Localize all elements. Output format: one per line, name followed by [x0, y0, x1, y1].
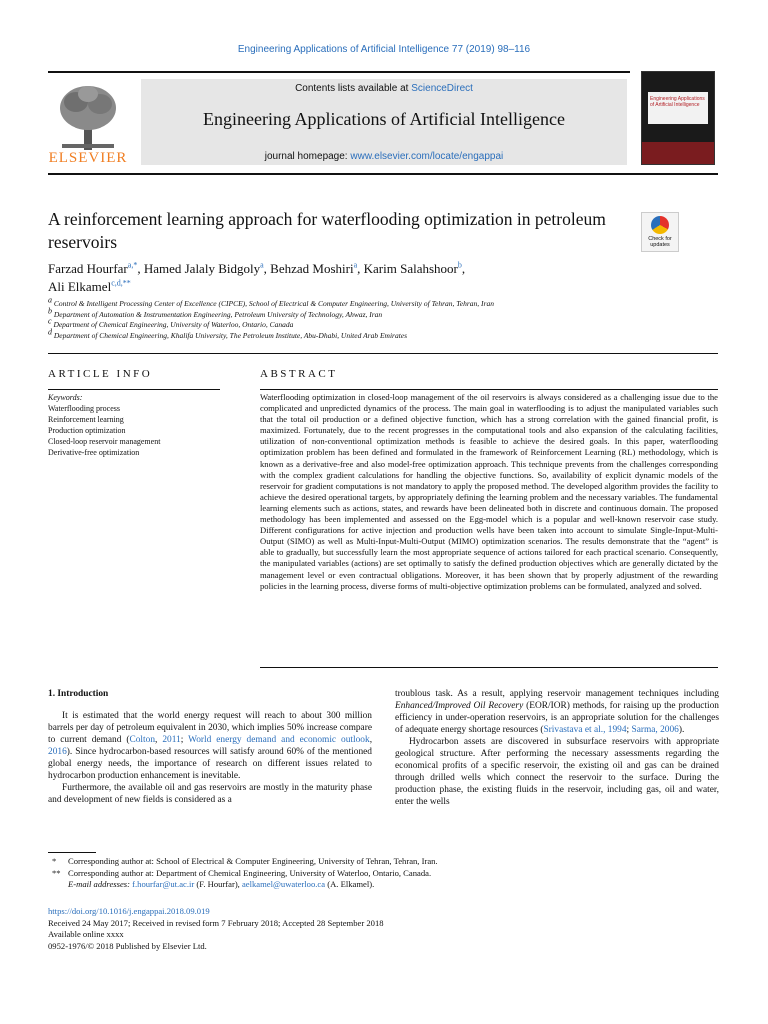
article-info-rule: [48, 389, 220, 390]
affiliation-text: Department of Automation & Instrumentation Engineering, Petroleum University of Technology, Ahwaz, Iran: [53, 309, 383, 319]
affiliation: [48, 316, 648, 331]
article-info-heading: ARTICLE INFO: [48, 368, 153, 380]
paragraph-text: ).: [678, 725, 685, 735]
sciencedirect-link[interactable]: ScienceDirect: [411, 83, 473, 94]
email-label: E-mail addresses:: [68, 879, 130, 889]
citation-link[interactable]: 2016: [48, 747, 67, 757]
footnote-text: Corresponding author at: Department of Chemical Engineering, University of Waterloo, Ontario, Canada.: [68, 867, 432, 878]
intro-paragraph: [48, 710, 372, 782]
publisher-wordmark: ELSEVIER: [48, 150, 128, 166]
affiliation-mark: d: [48, 327, 52, 336]
abstract-rule: [260, 389, 718, 390]
citation-link[interactable]: Srivastava et al., 1994: [543, 725, 627, 735]
author-list: Farzad Hourfar$^{a,*}$, Hamed Jalaly Bidgoly$^a$, Behzad Moshiri$^a$, Karim Salahshoor$^b$, Ali Elkamel$^{c,d,**}$: [48, 260, 466, 294]
citation-link[interactable]: Colton: [129, 735, 156, 745]
doi-link[interactable]: https://doi.org/10.1016/j.engappai.2018.09.019: [48, 906, 210, 916]
author-affil-mark[interactable]: a: [353, 260, 358, 270]
affiliation-mark: c: [48, 316, 52, 326]
cover-title: Engineering Applications of Artificial Intelligence: [650, 96, 705, 108]
emphasis-text: Enhanced/Improved Oil Recovery: [395, 701, 524, 711]
author-affil-mark[interactable]: c,d,**: [111, 278, 131, 288]
keywords-label: Keywords:: [48, 393, 83, 402]
author-name[interactable]: Behzad Moshiri: [270, 261, 354, 276]
abstract-bottom-rule: [260, 667, 718, 668]
author-affil-mark[interactable]: a,*: [127, 260, 138, 270]
cover-band: [642, 142, 714, 164]
paragraph-text: troublous task. As a result, applying reservoir management techniques including: [395, 689, 719, 699]
body-column-left: [48, 688, 372, 806]
header-bottom-rule: [48, 173, 718, 175]
keyword: Derivative-free optimization: [48, 448, 140, 457]
keyword: Reinforcement learning: [48, 415, 124, 424]
citation-link[interactable]: Sarma, 2006: [631, 725, 679, 735]
paragraph-text: (EOR/IOR) methods, for raising up the production efficiency in under-operation reservoirs, is an appropriate solution for the challenges of adequate energy shortage resources (: [395, 701, 719, 735]
email-owner: (A. Elkamel).: [325, 879, 375, 889]
author-name[interactable]: Farzad Hourfar: [48, 261, 128, 276]
homepage-prefix: journal homepage:: [264, 151, 351, 162]
journal-banner: [141, 79, 627, 165]
author-name[interactable]: Hamed Jalaly Bidgoly: [143, 261, 261, 276]
citation-separator: ,: [155, 735, 163, 745]
check-updates-icon: [651, 216, 669, 234]
journal-title: Engineering Applications of Artificial Intelligence: [203, 109, 565, 129]
citation-separator: ,: [369, 735, 373, 745]
citation-link[interactable]: World energy demand and economic outlook: [188, 735, 370, 745]
contents-line: [141, 83, 627, 94]
available-online: Available online xxxx: [48, 929, 124, 939]
keyword: Closed-loop reservoir management: [48, 437, 161, 446]
keyword: Waterflooding process: [48, 404, 120, 413]
journal-cover-thumbnail[interactable]: [641, 71, 715, 165]
email-link[interactable]: f.hourfar@ut.ac.ir: [132, 879, 195, 889]
affiliation-mark: a: [48, 295, 52, 305]
affiliation-text: Department of Chemical Engineering, University of Waterloo, Ontario, Canada: [53, 320, 294, 329]
intro-paragraph: Furthermore, the available oil and gas reservoirs are mostly in the maturity phase and development of new fields is considered as a: [48, 783, 372, 805]
footnote-rule: [48, 852, 96, 853]
abstract-text: Waterflooding optimization in closed-loop management of the oil reservoirs is always considered as a challenging issue due to the complicated and unpredicted dynamics of the process. The main goal in waterflooding is to adjust the manipulated variables such that the total oil production or a defined objective function, which has a strong correlation with the gained financial profit, is maximized. Fortunately, due to the recent progresses in the computational tools and also expansion of the calculating facilities, utilization of non-conventional optimization methods is feasible to achieve the desired goals. In this paper, waterflooding optimization problem has been defined and formulated in the framework of Reinforcement Learning (RL) methodology, which is known as a derivative-free and also model-free optimization approach. This technique prevents from the challenges corresponding with the complex gradient calculations for handling the objective functions. So, availability of explicit dynamic models of the reservoir for gradient computations is not mandatory to apply the proposed method. The developed algorithm provides the facility to achieve the desired operational targets, by appropriately defining the learning problem and the necessary variables. The fundamental learning elements such as actions, states, and rewards have been delineated both in discrete and continuous domain. The proposed methodology has been implemented and assessed on the Egg-model which is a popular and well-known reservoir case study. Different configurations for active injection and production wells have been taken into account to simulate Single-Input-Multi-Output (SIMO) as well as Multi-Input-Multi-Output (MIMO) optimization scenarios. The results demonstrate that the “agent” is able to gradually, but successfully learn the most appropriate sequence of actions tailored for each practical scenario. Consequently, the manipulated variables (actions) are set optimally to satisfy the defined production objectives which are generally dictated by the management level or even contractual obligations. Moreover, it has been shown that by properly adjustment of the rewarding policies in the learning process, diverse forms of multi-objective optimization problems can be formulated, analyzed and solved.: [260, 392, 718, 591]
paragraph-text: It is estimated that the world energy request will reach to about 300 million barrels per day of petroleum equivalent in 2030, which implies 50% increase compare to current demand (: [48, 711, 372, 745]
intro-paragraph: Hydrocarbon assets are discovered in subsurface reservoirs with appropriate geological structure. After performing the necessary assessments regarding the economical profits of a specific reservoir, the existing oil and gas can be drained through drilled wells which connect the reservoir to the surface. During the production phase, the existing fluids in the reservoir, including gas, oil and water, enter the wells: [395, 737, 719, 807]
homepage-link[interactable]: www.elsevier.com/locate/engappai: [350, 151, 504, 162]
author-name[interactable]: Karim Salahshoor: [363, 261, 458, 276]
intro-paragraph: [395, 688, 719, 736]
received-dates: Received 24 May 2017; Received in revised form 7 February 2018; Accepted 28 September 2018: [48, 917, 384, 928]
check-updates-label: Check for updates: [648, 236, 672, 248]
citation-separator: ;: [626, 725, 632, 735]
check-for-updates-badge[interactable]: [641, 212, 679, 252]
email-link[interactable]: aelkamel@uwaterloo.ca: [241, 879, 326, 889]
copyright: 0952-1976/© 2018 Published by Elsevier Ltd.: [48, 940, 207, 951]
footnote-mark: **: [52, 867, 61, 878]
footnotes: [48, 856, 718, 891]
contents-prefix: Contents lists available at: [295, 83, 412, 94]
introduction-heading: 1. Introduction: [48, 689, 109, 699]
author-affil-mark[interactable]: a: [260, 260, 264, 270]
body-column-right: [395, 688, 719, 808]
keyword: Production optimization: [48, 426, 126, 435]
affiliation-list: [48, 295, 648, 341]
footnote-mark: *: [52, 856, 57, 866]
paragraph-text: ). Since hydrocarbon-based resources will satisfy around 60% of the mentioned global energy needs, the importance of research on different issues related to hydrocarbon production enhancement is inevitable.: [48, 747, 372, 781]
email-footnote: [48, 879, 718, 891]
footnote-text: Corresponding author at: School of Electrical & Computer Engineering, University of Tehran, Tehran, Iran.: [68, 856, 438, 866]
author-name[interactable]: Ali Elkamel: [48, 279, 112, 294]
affiliation-text: Control & Intelligent Processing Center of Excellence (CIPCE), School of Electrical & Computer Engineering, University of Tehran, Tehran, Iran: [53, 299, 494, 308]
citation-separator: ;: [180, 735, 189, 745]
affiliation-text: Department of Chemical Engineering, Khalifa University, The Petroleum Institute, Abu-Dhabi, United Arab Emirates: [53, 330, 408, 340]
homepage-line: [141, 151, 627, 162]
citation-link[interactable]: 2011: [162, 735, 181, 745]
affiliation-mark: b: [48, 306, 52, 315]
affiliation: [48, 295, 648, 310]
author-affil-mark[interactable]: b: [457, 260, 462, 270]
abstract-heading: ABSTRACT: [260, 368, 338, 380]
publication-info: [48, 906, 718, 952]
section-divider: [48, 353, 718, 354]
affiliation: [48, 327, 648, 342]
header-top-rule: [48, 71, 630, 73]
footnote: [48, 868, 718, 880]
keywords-block: [48, 392, 220, 458]
journal-reference[interactable]: Engineering Applications of Artificial Intelligence 77 (2019) 98–116: [237, 44, 531, 55]
paper-title: A reinforcement learning approach for waterflooding optimization in petroleum reservoirs: [48, 209, 606, 252]
footnote: [48, 856, 718, 868]
email-owner: (F. Hourfar),: [194, 879, 242, 889]
affiliation: [48, 306, 648, 321]
